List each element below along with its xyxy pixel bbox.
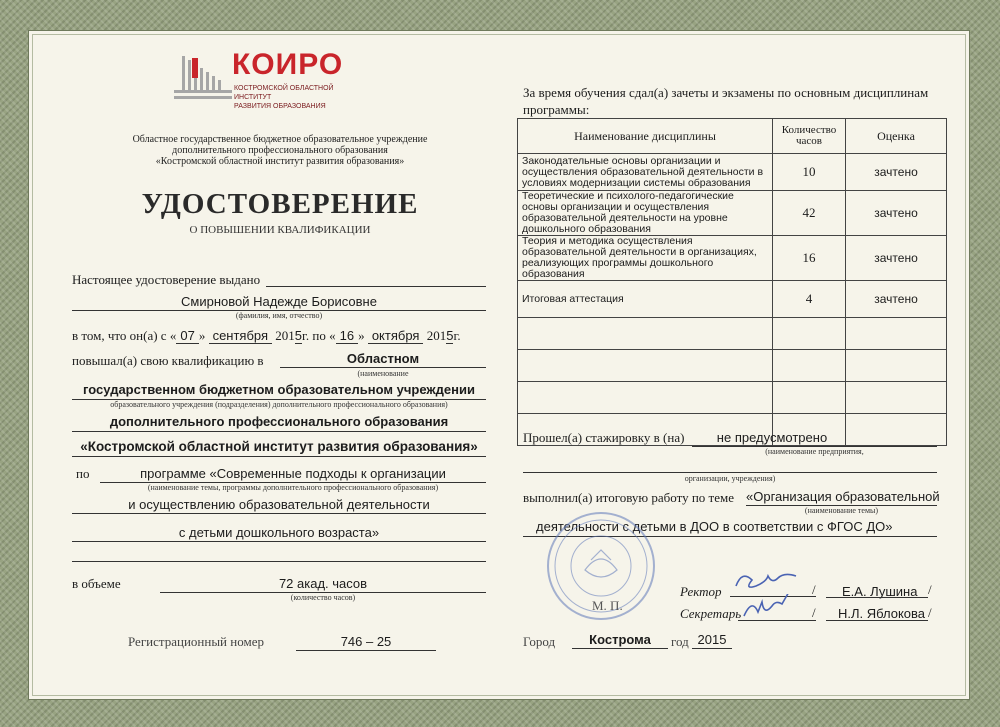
qualification-value: Областном <box>346 351 420 366</box>
reg-label: Регистрационный номер <box>128 634 264 649</box>
program-label: по <box>76 466 90 481</box>
end-day: 16 <box>336 328 358 344</box>
program-line-1: программе «Современные подходы к организации <box>140 466 446 481</box>
disciplines-table <box>517 118 947 446</box>
divider <box>296 650 436 651</box>
table-row <box>518 318 947 350</box>
divider <box>72 561 486 562</box>
rector-name: Е.А. Лушина <box>842 584 918 599</box>
caption-hours: (количество часов) <box>290 593 356 602</box>
year-label: год <box>671 634 689 649</box>
caption-org: образовательного учреждения (подразделения) дополнительного профессионального образования) <box>110 400 448 409</box>
org-line-3: «Костромской областной институт развития образования» <box>80 439 478 454</box>
program-line-2: и осуществлению образовательной деятельности <box>128 497 430 512</box>
end-month: октября <box>368 328 424 344</box>
caption-program: (наименование темы, программы дополнительного профессионального образования) <box>147 483 439 492</box>
volume-value: 72 акад. часов <box>278 576 368 591</box>
caption-name: (наименование <box>357 369 409 378</box>
rector-label: Ректор <box>680 584 722 599</box>
table-row: Законодательные основы организации и осуществления образовательной деятельности в условиях модернизации системы образования 10 зачтено <box>518 154 947 191</box>
divider <box>692 648 732 649</box>
caption-topic: (наименование темы) <box>804 506 879 515</box>
start-year: 5 <box>294 328 303 343</box>
page-title: УДОСТОВЕРЕНИЕ <box>141 188 419 220</box>
internship-value: не предусмотрено <box>716 430 828 445</box>
koiro-logo <box>172 44 362 116</box>
col-header-grade: Оценка <box>846 119 947 154</box>
start-day: 07 <box>176 328 198 344</box>
divider <box>266 286 486 287</box>
caption-enterprise: (наименование предприятия, <box>765 447 864 456</box>
issued-label: Настоящее удостоверение выдано <box>72 272 261 287</box>
org-line-1: государственном бюджетном образовательном учреждении <box>83 382 475 397</box>
final-work-line-2: деятельности с детьми в ДОО в соответствии с ФГОС ДО» <box>536 519 893 534</box>
institution-name: Областное государственное бюджетное образовательное учреждение дополнительного профессионального образования «Костромской областной институт развития образования» <box>132 134 428 167</box>
col-header-name: Наименование дисциплины <box>518 119 773 154</box>
table-row <box>518 350 947 382</box>
divider <box>572 648 668 649</box>
table-row: Теоретические и психолого-педагогические основы организации и осуществления образовательной деятельности на уровне дошкольного образования 42 зачтено <box>518 191 947 236</box>
city-label: Город <box>523 634 556 649</box>
exams-intro: За время обучения сдал(а) зачеты и экзамены по основным дисциплинам программы: <box>523 85 929 117</box>
page-subtitle: О ПОВЫШЕНИИ КВАЛИФИКАЦИИ <box>189 224 371 236</box>
logo-mark-icon <box>172 50 234 106</box>
divider <box>738 620 816 621</box>
logo-name: КОИРО <box>232 48 344 81</box>
year-value: 2015 <box>697 632 727 647</box>
caption-fio: (фамилия, имя, отчество) <box>235 311 323 320</box>
divider <box>72 456 486 457</box>
table-row <box>518 382 947 414</box>
recipient-name: Смирновой Надежде Борисовне <box>181 294 377 309</box>
divider <box>72 541 486 542</box>
caption-organization: организации, учреждения) <box>684 474 776 483</box>
qualification-label: повышал(а) свою квалификацию в <box>72 353 264 368</box>
program-line-3: с детьми дошкольного возраста» <box>178 525 380 540</box>
end-year: 5 <box>446 328 454 343</box>
divider <box>826 620 928 621</box>
divider <box>72 431 486 432</box>
internship-label: Прошел(а) стажировку в (на) <box>523 430 685 445</box>
final-work-label: выполнил(а) итоговую работу по теме <box>523 490 734 505</box>
divider <box>280 367 486 368</box>
divider <box>826 597 928 598</box>
reg-number: 746 – 25 <box>340 634 392 649</box>
dates-line: в том, что он(а) с « 07 » сентября 2015г. по « 16 » октября 2015г. <box>72 328 461 343</box>
rector-signature-icon <box>730 566 800 596</box>
final-work-line-1: «Организация образовательной <box>746 489 940 504</box>
table-row: Итоговая аттестация 4 зачтено <box>518 281 947 318</box>
certificate-frame: КОИРО КОСТРОМСКОЙ ОБЛАСТНОЙ ИНСТИТУТ РАЗВИТИЯ ОБРАЗОВАНИЯ Областное государственное бюджетное образовательное учреждение дополнительного профессионального образования «Костромской областной институт развития образования» УДОСТОВЕРЕНИЕ О ПОВЫШЕНИИ КВАЛИФИКАЦИИ Настоящее удостоверение выдано Смирновой Надежде Борисовне (фамилия, имя, отчество) в том, что он(а) с « 07 » сентября 2015г. по « 16 » октября 2015г. повышал(а) свою квалификацию в Областном (наименование государственном бюджетном образовательном учреждении образовательного учреждения (подразделения) дополнительного профессионального образования) дополнительного профессионального образования «Костромской областной институт развития образования» по программе «Современные подходы к организации (наименование темы, программы дополнительного профессионального образования) и осуществлению образовательной деятельности с детьми дошкольного возраста» в объеме 72 акад. часов (количество часов) Регистрационный номер 746 – 25 За время обучения сдал(а) зачеты и экзамены по основным дисциплинам программы: Наименование дисциплины Количество часов Оценка Законодательные основы организации и осуществления образовательной деятельности в условиях модернизации системы образования 10 зачтено Теоретические и психолого-педагогические основы организации и осуществления образовательной деятельности на уровне дошкольного образования 42 зачтено Теория и методика осуществления образовательной деятельности в организациях, реализующих программы дошкольного образования 16 зачтено Итоговая аттестация 4 зачтено Прошел(а) стажировку в (на) не предусмотрено (наименование предприятия, организации, учреждения) выполнил(а) итоговую работу по теме «Организация образовательной (наименование темы) деятельности с детьми в ДОО в соответствии с ФГОС ДО» М. П. Ректор / Е.А. Лушина / Секретарь / Н.Л. Яблокова / Город Кострома год 2015 <box>0 0 1000 727</box>
table-header <box>518 119 947 154</box>
col-header-hours: Количество часов <box>773 119 846 154</box>
divider <box>72 513 486 514</box>
volume-label: в объеме <box>72 576 121 591</box>
secretary-name: Н.Л. Яблокова <box>838 606 926 621</box>
divider <box>523 472 937 473</box>
start-month: сентября <box>209 328 272 344</box>
table-row: Теория и методика осуществления образовательной деятельности в организациях, реализующих программы дошкольного образования 16 зачтено <box>518 236 947 281</box>
logo-subtitle: КОСТРОМСКОЙ ОБЛАСТНОЙ ИНСТИТУТ РАЗВИТИЯ ОБРАЗОВАНИЯ <box>234 85 334 110</box>
secretary-label: Секретарь <box>680 606 742 621</box>
org-line-2: дополнительного профессионального образования <box>109 414 449 429</box>
mp-label: М. П. <box>592 598 623 613</box>
city-value: Кострома <box>589 632 651 647</box>
